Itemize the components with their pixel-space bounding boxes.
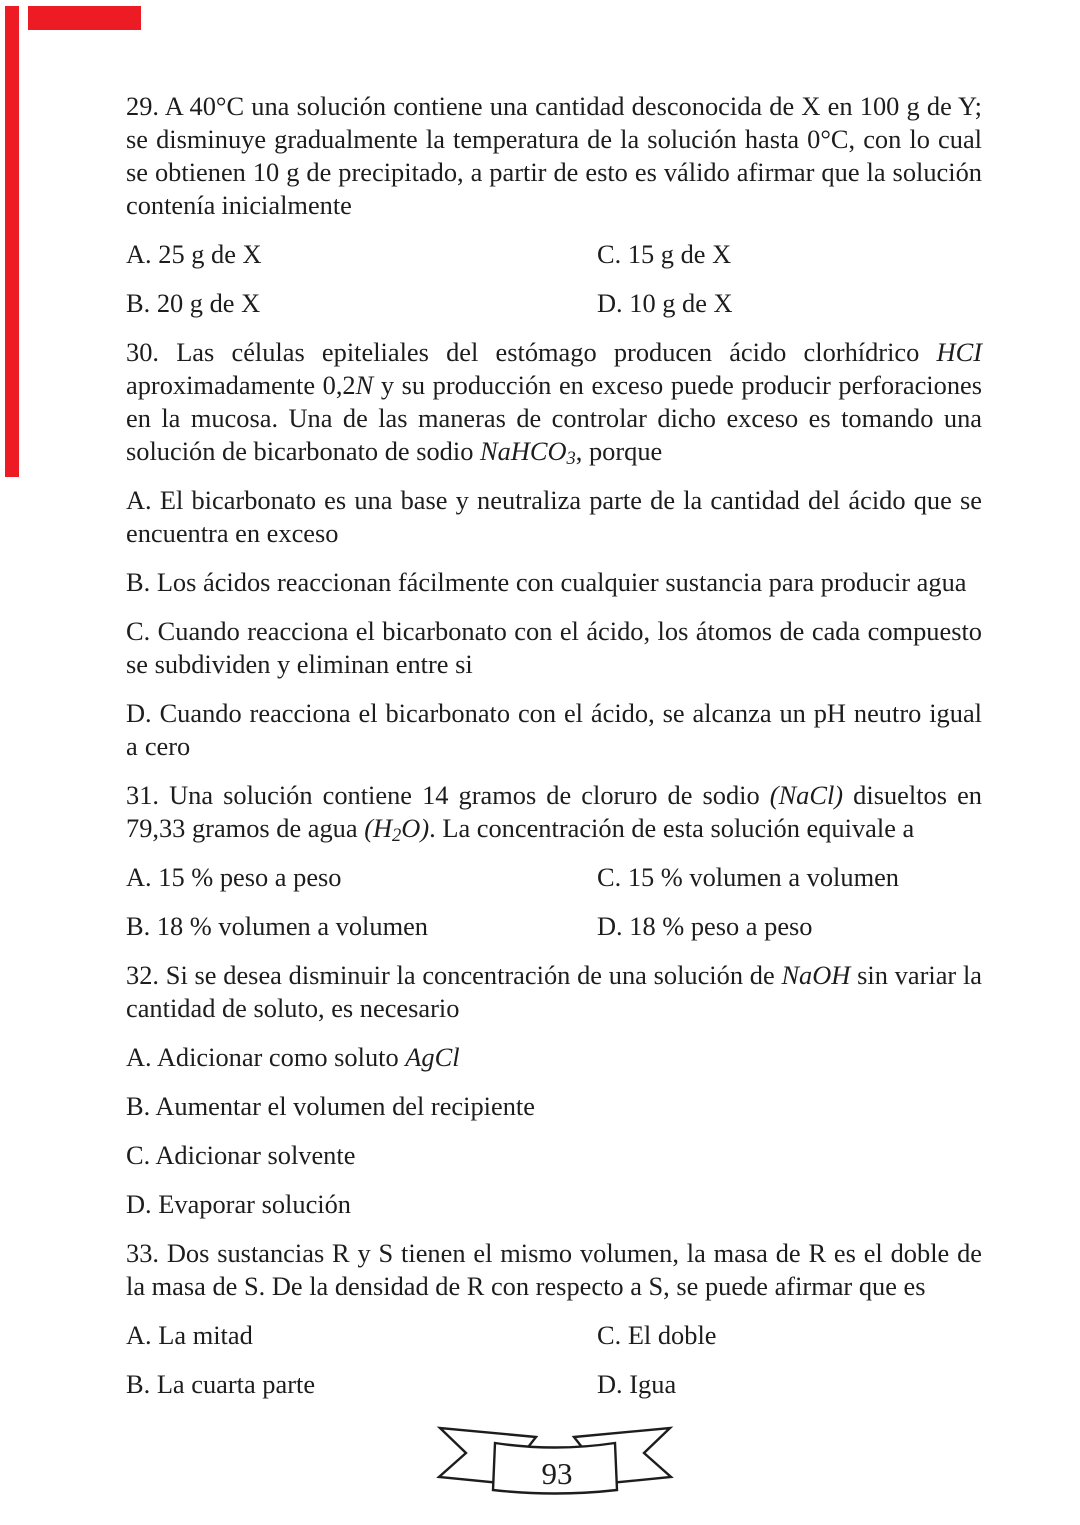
option-label: C. <box>126 616 151 646</box>
option-text: Aumentar el volumen del recipiente <box>155 1091 535 1121</box>
option-text: 15 % volumen a volumen <box>627 862 899 892</box>
question-30-text: y su producción en exceso puede producir perforaciones en la mucosa. Una de las maneras de controlar dicho exceso es tomando una solución de bicarbonato de sodio <box>126 370 983 466</box>
question-31-text: . La concentración de esta solución equivale a <box>429 813 915 843</box>
question-31-statement <box>126 779 982 845</box>
option-label: B. <box>126 567 151 597</box>
option-33-a <box>126 1319 597 1352</box>
question-31-text: disueltos en 79,33 gramos de agua <box>126 780 982 843</box>
option-label: D. <box>126 698 152 728</box>
option-30-b <box>126 566 982 599</box>
option-text: 20 g de X <box>156 288 261 318</box>
question-29-options <box>126 238 982 336</box>
question-33-options <box>126 1319 982 1417</box>
option-label: C. <box>126 1140 151 1170</box>
formula-naoh: NaOH <box>781 960 851 990</box>
question-32-text: sin variar la cantidad de soluto, es necesario <box>126 960 983 1023</box>
option-label: D. <box>597 911 623 941</box>
formula-agcl: AgCl <box>405 1042 460 1072</box>
option-label: A. <box>126 862 152 892</box>
option-text: 18 % volumen a volumen <box>156 911 428 941</box>
question-29-text: A 40°C una solución contiene una cantidad desconocida de X en 100 g de Y; se disminuye gradualmente la temperatura de la solución hasta 0°C, con lo cual se obtienen 10 g de precipitado, a partir de esto es válido afirmar que la solución contenía inicialmente <box>126 91 982 220</box>
question-30-number: 30. <box>126 337 159 367</box>
formula-subscript: 2 <box>392 824 402 845</box>
formula-normality: N <box>355 370 374 400</box>
question-30-text: Las células epiteliales del estómago producen ácido clorhídrico <box>176 337 937 367</box>
formula-nacl: (NaCl) <box>769 780 844 810</box>
question-30-statement <box>126 336 982 468</box>
question-32-statement <box>126 959 982 1025</box>
option-text: Los ácidos reaccionan fácilmente con cualquier sustancia para producir agua <box>156 567 967 597</box>
question-30-text: , porque <box>575 436 663 466</box>
option-33-b <box>126 1368 597 1401</box>
option-32-b <box>126 1090 982 1123</box>
option-29-c <box>597 238 982 271</box>
formula-h2o: (H <box>364 813 393 843</box>
page-content <box>126 90 982 1417</box>
question-31-options <box>126 861 982 959</box>
option-text: El doble <box>627 1320 717 1350</box>
option-text: Evaporar solución <box>158 1189 352 1219</box>
option-text: Igua <box>629 1369 677 1399</box>
option-32-a <box>126 1041 982 1074</box>
option-label: B. <box>126 911 151 941</box>
option-text: Adicionar solvente <box>155 1140 356 1170</box>
option-text: 15 % peso a peso <box>158 862 342 892</box>
question-29-number: 29. <box>126 91 159 121</box>
question-33-number: 33. <box>126 1238 159 1268</box>
question-31-text: Una solución contiene 14 gramos de cloruro de sodio <box>169 780 770 810</box>
option-31-a <box>126 861 597 894</box>
option-29-b <box>126 287 597 320</box>
option-label: D. <box>126 1189 152 1219</box>
question-33-text: Dos sustancias R y S tienen el mismo volumen, la masa de R es el doble de la masa de S. De la densidad de R con respecto a S, se puede afirmar que es <box>126 1238 982 1301</box>
option-text: La mitad <box>158 1320 253 1350</box>
formula-number: 0,2 <box>322 370 356 400</box>
option-label: A. <box>126 1042 152 1072</box>
option-30-d <box>126 697 982 763</box>
option-33-c <box>597 1319 982 1352</box>
option-text: Cuando reacciona el bicarbonato con el ácido, se alcanza un pH neutro igual a cero <box>126 698 982 761</box>
option-32-d <box>126 1188 982 1221</box>
question-30-text: aproximadamente <box>126 370 323 400</box>
formula-subscript: 3 <box>566 447 576 468</box>
option-label: B. <box>126 1369 151 1399</box>
option-text: Cuando reacciona el bicarbonato con el ácido, los átomos de cada compuesto se subdividen y eliminan entre si <box>126 616 982 679</box>
question-32-text: Si se desea disminuir la concentración de una solución de <box>165 960 782 990</box>
option-30-c <box>126 615 982 681</box>
option-label: C. <box>597 1320 622 1350</box>
option-label: B. <box>126 288 151 318</box>
option-text: 15 g de X <box>627 239 732 269</box>
option-33-d <box>597 1368 982 1401</box>
option-31-b <box>126 910 597 943</box>
option-label: D. <box>597 288 623 318</box>
question-31-number: 31. <box>126 780 159 810</box>
page-number-ribbon <box>436 1420 674 1500</box>
option-text: 10 g de X <box>629 288 733 318</box>
option-label: C. <box>597 239 622 269</box>
question-32-number: 32. <box>126 960 159 990</box>
formula-nahco3: NaHCO <box>480 436 567 466</box>
option-label: A. <box>126 1320 152 1350</box>
option-text: La cuarta parte <box>156 1369 316 1399</box>
option-31-c <box>597 861 982 894</box>
option-text: 18 % peso a peso <box>629 911 813 941</box>
question-29-statement <box>126 90 982 222</box>
option-30-a <box>126 484 982 550</box>
option-31-d <box>597 910 982 943</box>
option-label: B. <box>126 1091 151 1121</box>
option-29-a <box>126 238 597 271</box>
option-text: 25 g de X <box>158 239 262 269</box>
page-number: 93 <box>541 1456 573 1491</box>
formula-hci: HCI <box>936 337 982 367</box>
option-label: C. <box>597 862 622 892</box>
red-scan-mark-vertical <box>5 6 19 477</box>
option-label: A. <box>126 485 152 515</box>
option-text: El bicarbonato es una base y neutraliza parte de la cantidad del ácido que se encuentra en exceso <box>126 485 982 548</box>
option-label: A. <box>126 239 152 269</box>
formula-h2o: O) <box>401 813 430 843</box>
option-29-d <box>597 287 982 320</box>
option-text: Adicionar como soluto <box>156 1042 406 1072</box>
option-label: D. <box>597 1369 623 1399</box>
option-32-c <box>126 1139 982 1172</box>
question-33-statement <box>126 1237 982 1303</box>
red-scan-mark-horizontal <box>28 6 141 30</box>
